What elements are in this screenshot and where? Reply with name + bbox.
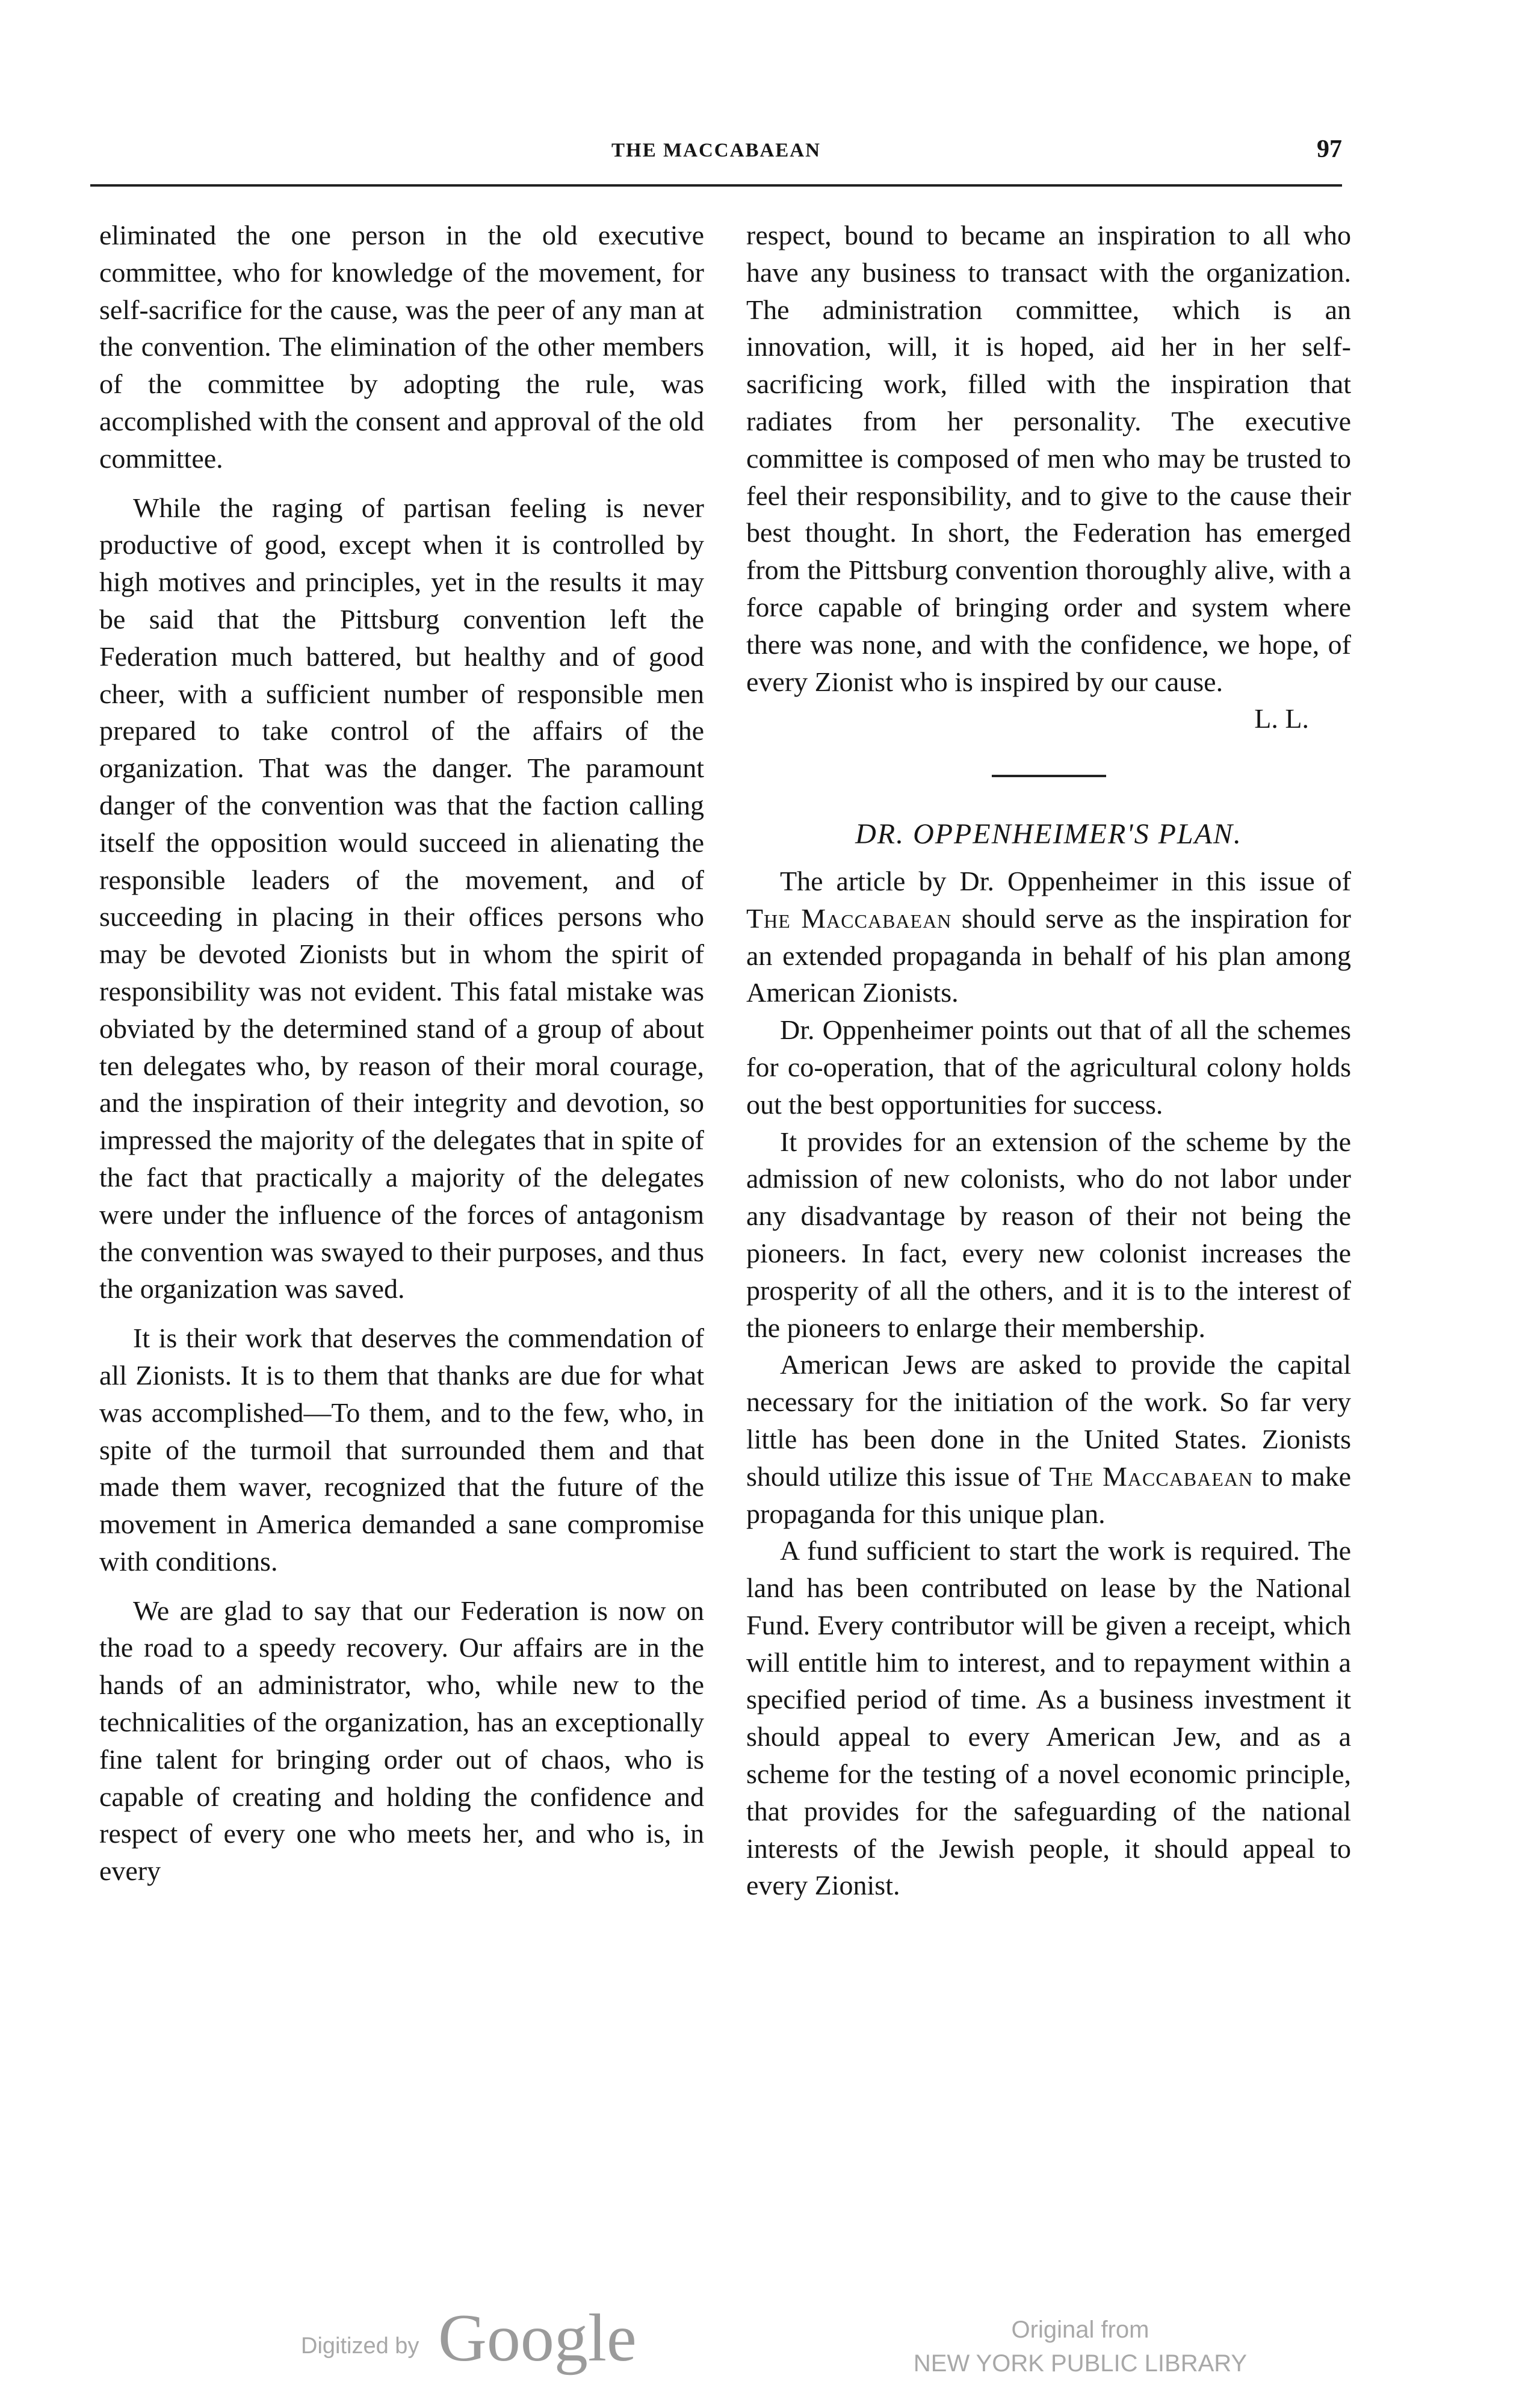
header-rule — [90, 184, 1342, 187]
text-run: The article by Dr. Oppenheimer in this issue of — [780, 865, 1351, 896]
left-column — [99, 217, 704, 1902]
paragraph: A fund sufficient to start the work is required. The land has been contributed on lease by the National Fund. Every contributor will be given a receipt, which will entitle him to interest, and to repayment within a specified period of time. As a business investment it should appeal to every American Jew, and as a scheme for the testing of a novel economic principle, that provides for the safeguarding of the national interests of the Jewish people, it should appeal to every Zionist. — [746, 1535, 1351, 1901]
paragraph: eliminated the one person in the old executive committee, who for knowledge of the movement, for self-sacrifice for the cause, was the peer of any man at the convention. The elimination of the other members of the committee by adopting the rule, was accomplished with the consent and approval of the old committee. — [99, 220, 704, 474]
article-title: DR. OPPENHEIMER'S PLAN. — [855, 818, 1242, 851]
paragraph: respect, bound to became an inspiration to all who have any business to transact with the organization. The administration committee, which is an innovation, will, it is hoped, aid her in her self-sacrificing work, filled with the inspiration that radiates from her personality. The executive committee is composed of men who may be trusted to feel their responsibility, and to give to the cause their best thought. In short, the Federation has emerged from the Pittsburg convention thoroughly alive, with a force capable of bringing order and system where there was none, and with the confidence, we hope, of every Zionist who is inspired by our cause. — [746, 220, 1351, 697]
text-run: to make propaganda for this unique plan. — [746, 1460, 1352, 1529]
paragraph: We are glad to say that our Federation is now on the road to a speedy recovery. Our affairs are in the hands of an administrator, who, while new to the technicalities of the organization, has an exceptionally fine talent for bringing order out of chaos, who is capable of creating and holding the confidence and respect of every one who meets her, and who is, in every — [99, 1595, 704, 1887]
page-number: 97 — [1317, 135, 1342, 163]
paragraph: It provides for an extension of the scheme by the admission of new colonists, who do not labor under any disadvantage by reason of their not being the pioneers. In fact, every new colonist increases the prosperity of all the others, and it is to the interest of the pioneers to enlarge their membership. — [746, 1126, 1351, 1343]
text-run: should serve as the inspiration for an extended propaganda in behalf of his plan among American Zionists. — [746, 902, 1352, 1008]
paragraph: Dr. Oppenheimer points out that of all the schemes for co-operation, that of the agricultural colony holds out the best opportunities for success. — [746, 1014, 1351, 1120]
running-head: THE MACCABAEAN — [611, 140, 821, 161]
digitized-by-label: Digitized by — [301, 2333, 419, 2359]
paragraph — [746, 863, 1351, 1011]
page-header — [90, 135, 1342, 176]
library-name: NEW YORK PUBLIC LIBRARY — [913, 2350, 1248, 2377]
paragraph — [746, 1346, 1351, 1532]
paragraph: While the raging of partisan feeling is never productive of good, except when it is controlled by high motives and principles, yet in the results it may be said that the Pittsburg convention left the Federation much battered, but healthy and of good cheer, with a sufficient number of responsible men prepared to take control of the affairs of the organization. That was the danger. The paramount danger of the convention was that the faction calling itself the opposition would succeed in alienating the responsible leaders of the movement, and of succeeding in placing in their offices persons who may be devoted Zionists but in whom the spirit of responsibility was not evident. This fatal mistake was obviated by the determined stand of a group of about ten delegates who, by reason of their moral courage, and the inspiration of their integrity and devotion, so impressed the majority of the delegates that in spite of the fact that practically a majority of the delegates were under the influence of the forces of antagonism the convention was swayed to their purposes, and thus the organization was saved. — [99, 492, 704, 1305]
library-attribution — [885, 2313, 1276, 2380]
google-logo: Google — [438, 2301, 637, 2375]
text-run: American Jews are asked to provide the capital necessary for the initiation of the work. So far very little has been done in the United States. Zionists should utilize this issue of — [746, 1349, 1351, 1492]
right-column — [746, 217, 1351, 1916]
paragraph: It is their work that deserves the commendation of all Zionists. It is to them that thanks are due for what was accomplished—To them, and to the few, who, in spite of the turmoil that surrounded them and that made them waver, recognized that the future of the movement in America demanded a sane compromise with conditions. — [99, 1323, 704, 1577]
signature: L. L. — [1254, 703, 1309, 734]
article-separator — [992, 775, 1106, 777]
original-from-label: Original from — [1011, 2316, 1149, 2343]
magazine-name: The Maccabaean — [746, 902, 952, 934]
magazine-name: The Maccabaean — [1049, 1460, 1254, 1492]
